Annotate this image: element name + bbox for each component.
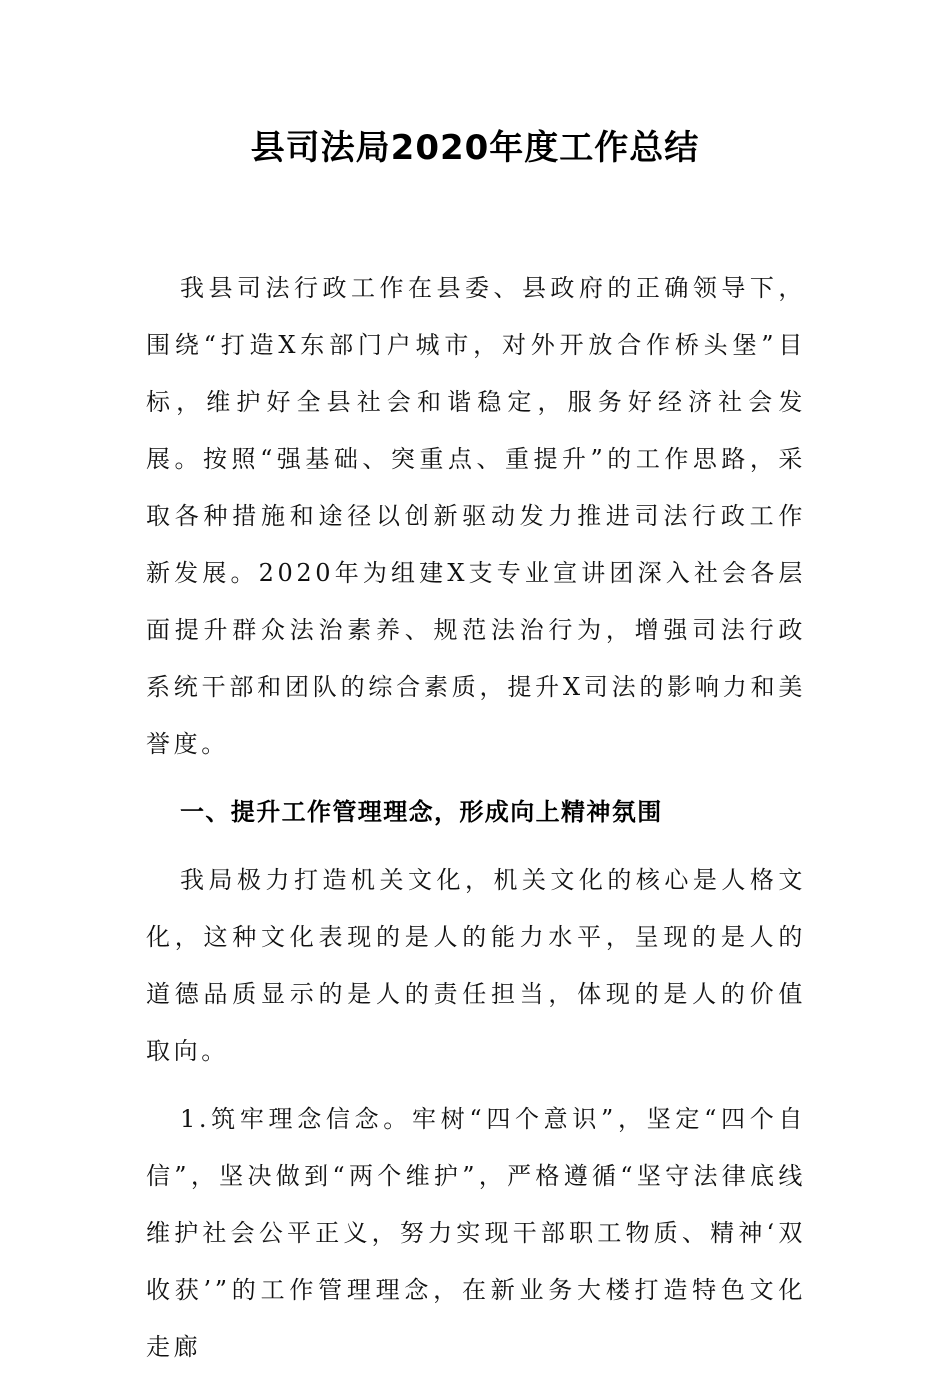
document-body	[146, 260, 806, 1376]
section-1-paragraph: 我局极力打造机关文化，机关文化的核心是人格文化，这种文化表现的是人的能力水平，呈现的是人的道德品质显示的是人的责任担当，体现的是人的价值取向。	[146, 866, 806, 1065]
section-heading-1: 一、提升工作管理理念，形成向上精神氛围	[180, 798, 663, 826]
item-1-paragraph: 1.筑牢理念信念。牢树“四个意识”，坚定“四个自信”，坚决做到“两个维护”，严格遵循“坚守法律底线维护社会公平正义，努力实现干部职工物质、精神‘双收获’”的工作管理理念，在新业务大楼打造特色文化走廊	[146, 1105, 806, 1361]
document-title: 县司法局2020年度工作总结	[250, 128, 700, 168]
intro-paragraph: 我县司法行政工作在县委、县政府的正确领导下，围绕“打造X东部门户城市，对外开放合作桥头堡”目标，维护好全县社会和谐稳定，服务好经济社会发展。按照“强基础、突重点、重提升”的工作思路，采取各种措施和途径以创新驱动发力推进司法行政工作新发展。2020年为组建X支专业宣讲团深入社会各层面提升群众法治素养、规范法治行为，增强司法行政系统干部和团队的综合素质，提升X司法的影响力和美誉度。	[146, 274, 806, 758]
